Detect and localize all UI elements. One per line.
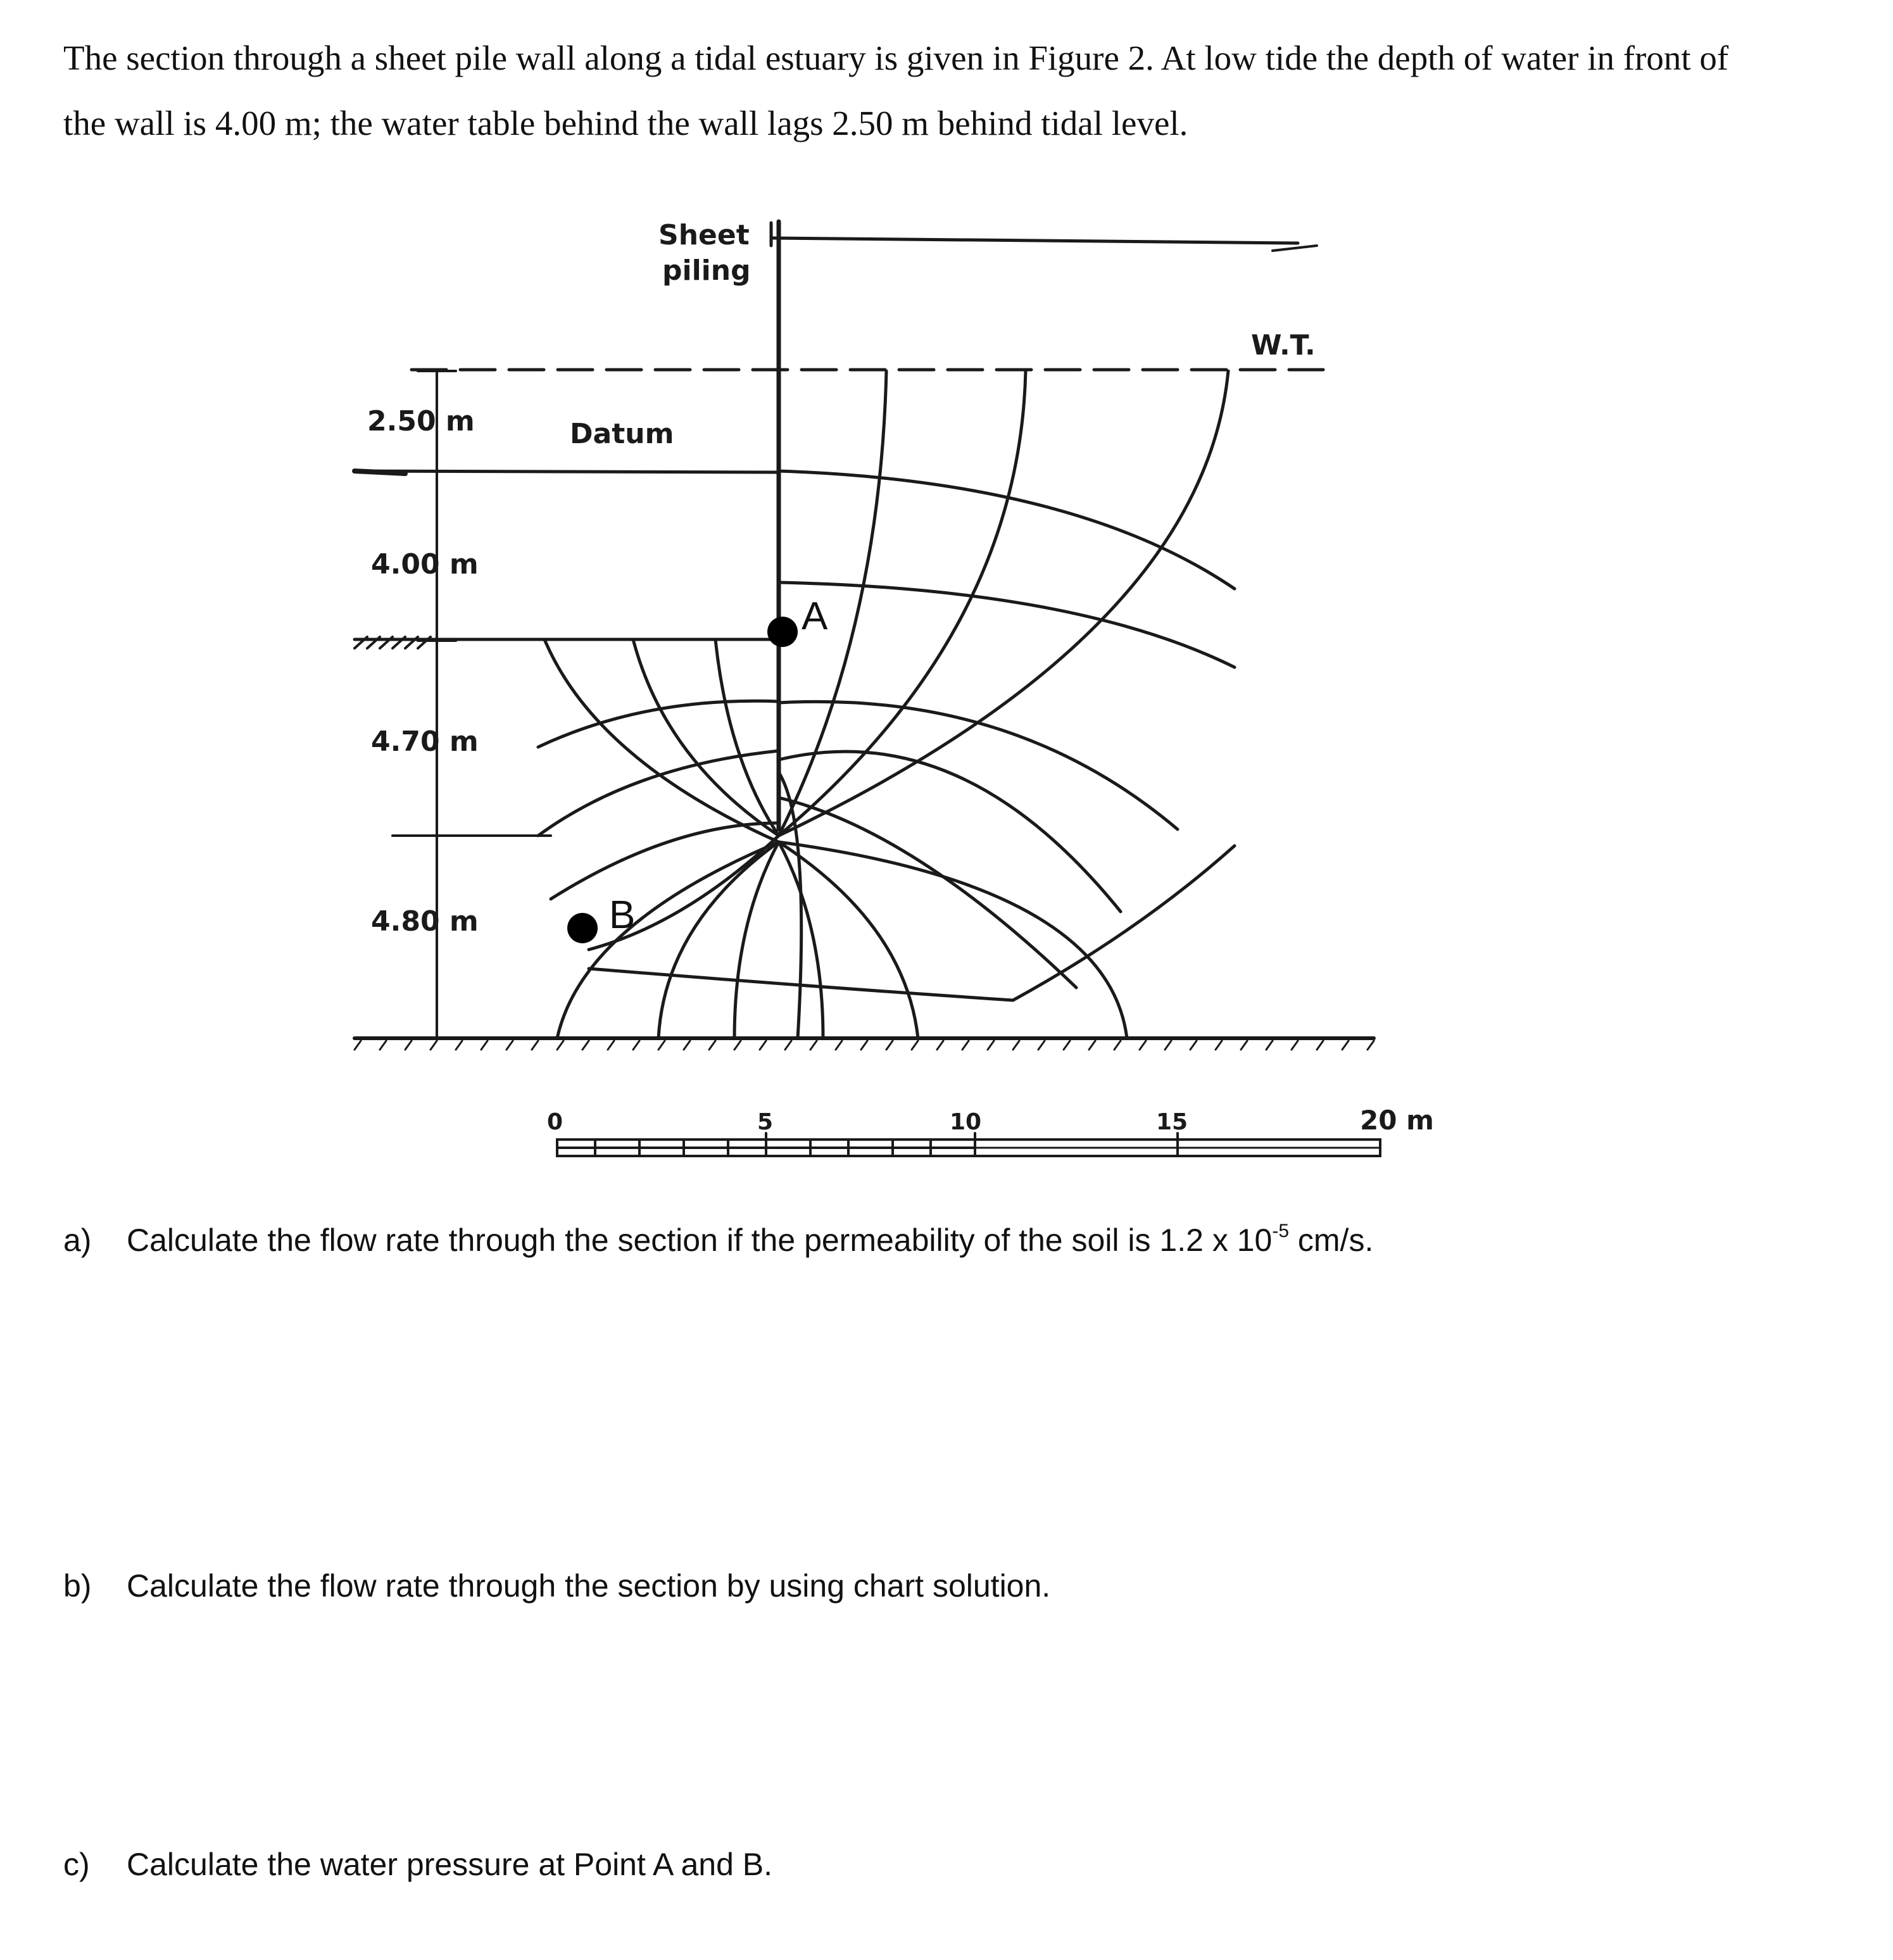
question-b [63, 1567, 1773, 1604]
question-c [63, 1846, 1773, 1883]
datum-label: Datum [570, 418, 674, 450]
scale-tick-5: 5 [757, 1109, 774, 1135]
flow-lines-back [589, 471, 1235, 1000]
wt-label: W.T. [1251, 329, 1316, 361]
question-a-exponent: -5 [1272, 1221, 1290, 1242]
question-b-text: Calculate the flow rate through the section by using chart solution. [127, 1568, 1051, 1604]
dim-label-4-70: 4.70 m [371, 726, 479, 758]
impermeable-hatching [355, 1041, 1374, 1050]
question-c-number: c) [63, 1847, 90, 1882]
sheet-label: Sheet [658, 219, 750, 251]
point-b-label: B [609, 893, 636, 937]
problem-statement: The section through a sheet pile wall along a tidal estuary is given in Figure 2. At low tide the depth of water in front of the wall is 4.00 m; the water table behind the wall lags 2.50 m behind tidal level. [63, 39, 1729, 142]
piling-label: piling [662, 254, 751, 287]
scale-bar [557, 1133, 1380, 1156]
point-a-marker [767, 617, 798, 647]
point-a-label: A [802, 594, 828, 638]
question-a [63, 1222, 1773, 1259]
question-c-text: Calculate the water pressure at Point A and B. [127, 1847, 773, 1882]
question-a-number: a) [63, 1222, 92, 1258]
point-b-marker [567, 913, 598, 943]
question-a-text: Calculate the flow rate through the section if the permeability of the soil is 1.2 x 10 [127, 1222, 1273, 1258]
dim-label-4-00: 4.00 m [371, 548, 479, 581]
scale-tick-20: 20 m [1360, 1105, 1434, 1136]
dim-label-2-50: 2.50 m [367, 405, 475, 437]
question-a-unit: cm/s. [1289, 1222, 1374, 1258]
ground-surface-behind [772, 238, 1298, 243]
question-b-number: b) [63, 1568, 92, 1604]
scale-tick-10: 10 [950, 1109, 982, 1135]
scale-tick-0: 0 [547, 1109, 563, 1135]
scale-tick-15: 15 [1156, 1109, 1188, 1135]
dim-label-4-80: 4.80 m [371, 905, 479, 938]
ground-surface-hatch [1273, 246, 1317, 251]
